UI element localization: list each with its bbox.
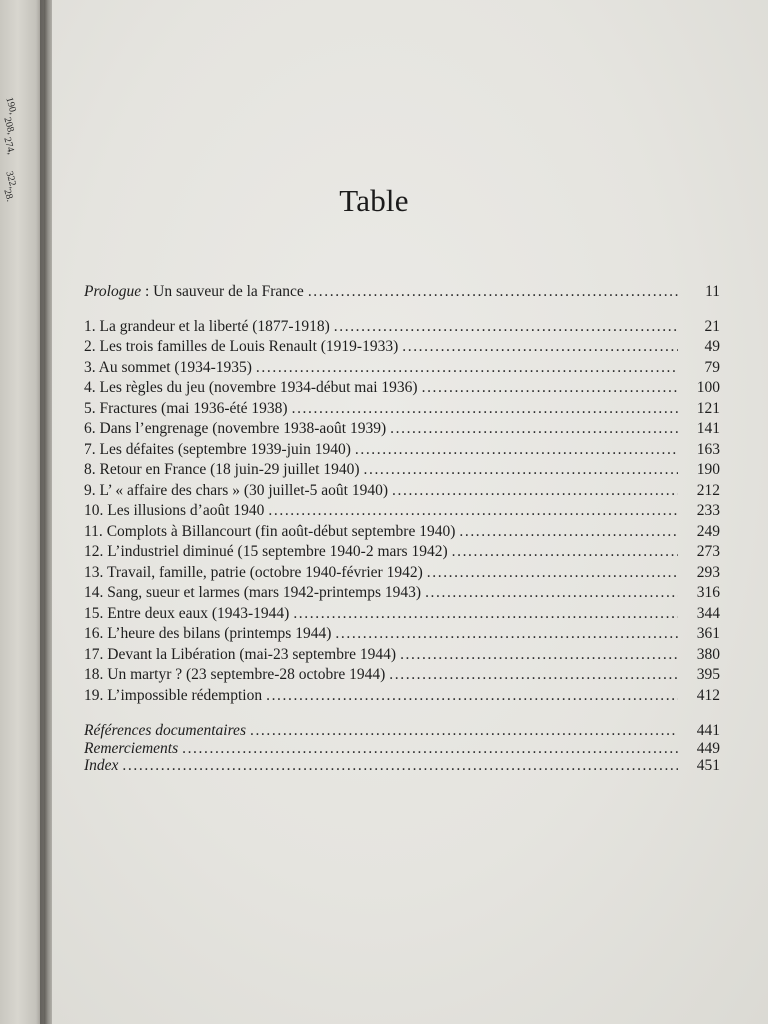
chapter-label [84, 624, 331, 645]
toc-prologue-label [84, 282, 304, 303]
toc-chapter-row [84, 358, 720, 379]
leader-dots [266, 686, 678, 707]
chapter-label [84, 645, 396, 666]
leader-dots [392, 481, 678, 502]
backmatter-list [84, 722, 720, 775]
chapter-label [84, 460, 360, 481]
toc-chapter-row [84, 337, 720, 358]
chapter-title: L’heure des bilans (printemps 1944) [107, 625, 332, 642]
toc-page-number: 449 [696, 739, 720, 757]
chapter-title: Au sommet (1934-1935) [98, 358, 252, 376]
toc-page-number: 293 [696, 563, 720, 581]
leader-dots [427, 563, 678, 584]
leader-dots [335, 624, 678, 645]
toc-page-number: 249 [696, 522, 720, 540]
toc-page-number: 361 [696, 625, 720, 642]
toc-page-number: 121 [696, 399, 720, 417]
toc-chapter-row [84, 378, 720, 399]
leader-dots [402, 337, 678, 358]
chapter-label [84, 542, 448, 563]
chapter-title: L’impossible rédemption [107, 686, 263, 704]
toc-page-number: 79 [704, 358, 720, 376]
margin-number: 190, [3, 96, 19, 116]
chapter-number: 13. [84, 563, 104, 581]
chapter-label [84, 419, 386, 440]
chapter-title: Les trois familles de Louis Renault (1919-1933) [99, 338, 399, 355]
toc-page-number: 11 [705, 283, 720, 300]
toc-chapter-row [84, 399, 720, 420]
chapter-title: Dans l’engrenage (novembre 1938-août 1939) [99, 420, 387, 437]
chapter-label [84, 563, 423, 584]
chapter-title: Complots à Billancourt (fin août-début septembre 1940) [106, 522, 456, 540]
toc-chapter-row [84, 686, 720, 707]
chapter-number: 9. [84, 481, 96, 499]
toc-page-number: 412 [696, 686, 720, 704]
toc-page-number: 100 [696, 379, 720, 396]
toc-page-number: 441 [696, 722, 720, 739]
leader-dots [400, 645, 678, 666]
chapter-number: 14. [84, 584, 104, 601]
leader-dots [364, 460, 679, 481]
chapter-label [84, 583, 421, 604]
chapter-number: 8. [84, 461, 96, 478]
toc-page-number: 49 [704, 338, 720, 355]
chapter-title: Entre deux eaux (1943-1944) [107, 604, 290, 622]
chapter-title: Les règles du jeu (novembre 1934-début mai 1936) [99, 379, 418, 396]
chapter-title: Fractures (mai 1936-été 1938) [99, 399, 288, 417]
chapter-number: 18. [84, 666, 104, 683]
toc-backmatter-row [84, 740, 720, 758]
chapter-number: 6. [84, 420, 96, 437]
chapter-label [84, 481, 388, 502]
chapter-label [84, 604, 289, 625]
prologue-title: : Un sauveur de la France [141, 283, 304, 300]
toc-page-number: 233 [696, 502, 720, 519]
toc-chapter-row [84, 645, 720, 666]
chapter-label [84, 317, 330, 338]
chapter-title: Les illusions d’août 1940 [107, 502, 265, 519]
leader-dots [425, 583, 678, 604]
margin-number: 28. [1, 188, 16, 203]
toc-page-number: 141 [696, 420, 720, 437]
toc-chapter-row [84, 440, 720, 461]
backmatter-title: Remerciements [84, 739, 179, 757]
chapter-title: Les défaites (septembre 1939-juin 1940) [99, 440, 351, 458]
chapter-number: 3. [84, 358, 96, 376]
chapter-title: L’industriel diminué (15 septembre 1940-2 mars 1942) [107, 543, 448, 560]
toc-chapter-row [84, 563, 720, 584]
leader-dots [308, 282, 678, 303]
toc-page-number: 451 [696, 757, 720, 774]
leader-dots [292, 399, 678, 420]
leader-dots [250, 722, 678, 740]
leader-dots [334, 317, 678, 338]
chapter-title: Travail, famille, patrie (octobre 1940-février 1942) [106, 563, 423, 581]
toc-chapter-row [84, 501, 720, 522]
toc-chapter-row [84, 542, 720, 563]
toc-chapter-row [84, 460, 720, 481]
chapter-number: 2. [84, 338, 96, 355]
margin-number: 322, [3, 170, 19, 190]
leader-dots [182, 740, 678, 758]
chapter-number: 1. [84, 317, 96, 335]
chapter-label [84, 358, 252, 379]
toc-chapter-row [84, 665, 720, 686]
chapter-title: Sang, sueur et larmes (mars 1942-printemps 1943) [107, 584, 422, 601]
chapter-number: 5. [84, 399, 96, 417]
page-title: Table [339, 183, 409, 218]
spine-shadow [40, 0, 52, 1024]
chapter-label [84, 337, 398, 358]
margin-number: 208, [1, 116, 17, 136]
chapter-number: 4. [84, 379, 96, 396]
leader-dots [122, 757, 678, 775]
toc-chapter-row [84, 317, 720, 338]
toc-chapter-row [84, 522, 720, 543]
toc-page-number: 21 [704, 317, 720, 335]
chapter-title: Retour en France (18 juin-29 juillet 1940) [99, 461, 360, 478]
toc-page-number: 395 [696, 666, 720, 683]
leader-dots [293, 604, 678, 625]
chapter-number: 11. [84, 522, 103, 540]
backmatter-title: Références documentaires [84, 722, 246, 739]
leader-dots [355, 440, 678, 461]
toc-page-number: 344 [696, 604, 720, 622]
chapter-number: 12. [84, 543, 104, 560]
toc-chapter-row [84, 604, 720, 625]
leader-dots [268, 501, 678, 522]
leader-dots [459, 522, 678, 543]
chapter-number: 7. [84, 440, 96, 458]
chapter-label [84, 522, 455, 543]
chapter-number: 10. [84, 502, 104, 519]
leader-dots [452, 542, 678, 563]
chapter-title: L’ « affaire des chars » (30 juillet-5 août 1940) [99, 481, 389, 499]
toc-page-number: 190 [696, 461, 720, 478]
toc-page-number: 163 [696, 440, 720, 458]
left-page-edge [0, 0, 44, 1024]
margin-number: 274, [1, 136, 17, 156]
toc-chapter-row [84, 624, 720, 645]
chapter-label [84, 440, 351, 461]
chapter-number: 16. [84, 625, 104, 642]
chapter-number: 15. [84, 604, 104, 622]
prologue-italic-label: Prologue [84, 283, 142, 300]
chapter-title: Un martyr ? (23 septembre-28 octobre 1944) [107, 666, 386, 683]
toc-prologue-row [84, 282, 720, 303]
toc-page-number: 380 [696, 645, 720, 663]
leader-dots [422, 378, 678, 399]
table-of-contents [84, 282, 720, 775]
toc-chapter-row [84, 481, 720, 502]
chapter-label [84, 501, 264, 522]
toc-page-number: 212 [696, 481, 720, 499]
toc-page-number: 316 [696, 584, 720, 601]
toc-backmatter-row [84, 757, 720, 775]
leader-dots [256, 358, 678, 379]
chapter-label [84, 665, 385, 686]
chapter-title: Devant la Libération (mai-23 septembre 1944) [107, 645, 397, 663]
chapter-title: La grandeur et la liberté (1877-1918) [99, 317, 330, 335]
toc-chapter-row [84, 583, 720, 604]
chapter-label [84, 399, 288, 420]
chapter-number: 17. [84, 645, 104, 663]
chapter-label [84, 686, 262, 707]
chapter-number: 19. [84, 686, 104, 704]
toc-page-number: 273 [696, 543, 720, 560]
toc-chapter-row [84, 419, 720, 440]
chapter-list [84, 317, 720, 707]
toc-backmatter-row [84, 722, 720, 740]
leader-dots [390, 419, 678, 440]
backmatter-title: Index [84, 757, 119, 774]
leader-dots [389, 665, 678, 686]
chapter-label [84, 378, 418, 399]
